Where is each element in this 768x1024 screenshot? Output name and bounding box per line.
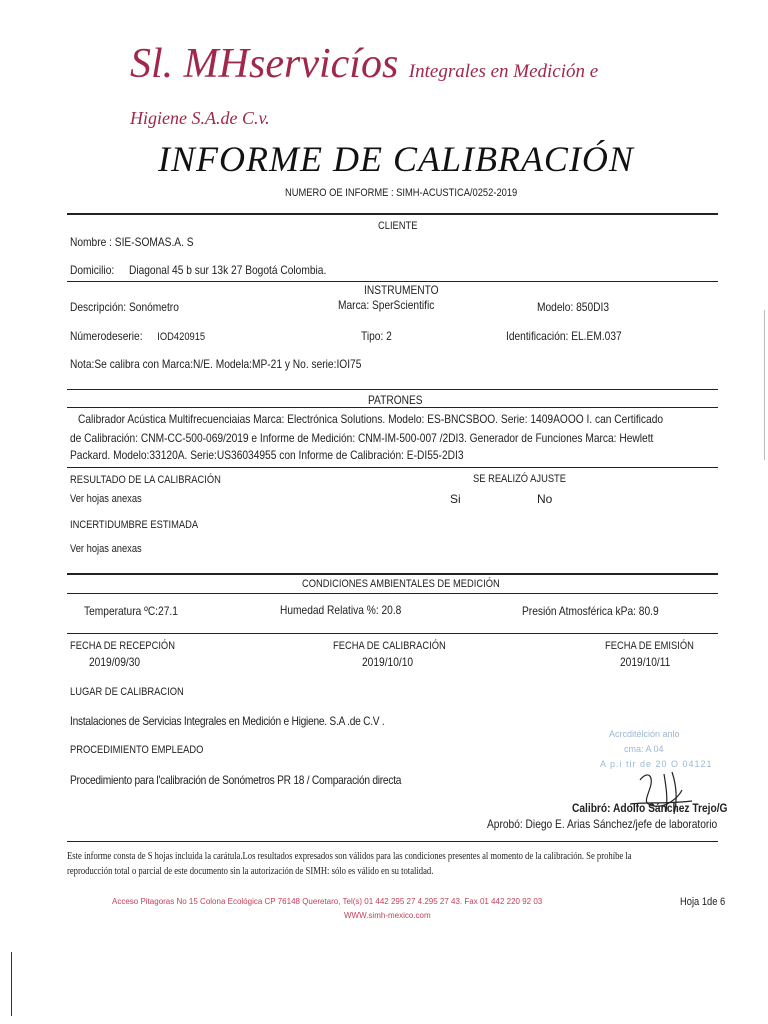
pressure-value: Presión Atmosférica kPa: 80.9 bbox=[522, 604, 659, 618]
issue-date-value: 2019/10/11 bbox=[620, 655, 671, 669]
legal-note-line1: Este informe consta de S hojas incluida la carátula.Los resultados expresados son válidos para las condiciones presentes al momento de la calibración. Se prohíbe la bbox=[67, 851, 632, 862]
conditions-heading: CONDICIONES AMBIENTALES DE MEDICIÓN bbox=[302, 578, 500, 590]
location-heading: LUGAR DE CALIBRACION bbox=[70, 686, 184, 698]
humidity-value: Humedad Relativa %: 20.8 bbox=[280, 603, 402, 617]
page-number: Hoja 1de 6 bbox=[680, 896, 726, 908]
uncertainty-value: Ver hojas anexas bbox=[70, 543, 142, 555]
company-name-line2: Higiene S.A.de C.v. bbox=[130, 108, 270, 128]
client-name-value: SIE-SOMAS.A. S bbox=[114, 235, 194, 249]
instrument-type: Tipo: 2 bbox=[361, 329, 392, 343]
adjustment-no: No bbox=[537, 492, 553, 506]
result-heading: RESULTADO DE LA CALIBRACIÓN bbox=[70, 474, 221, 486]
client-address-label: Domicilio: bbox=[70, 263, 115, 277]
calibration-date-label: FECHA DE CALIBRACIÓN bbox=[333, 640, 446, 652]
instrument-model: Modelo: 850DI3 bbox=[537, 300, 610, 314]
procedure-heading: PROCEDIMIENTO EMPLEADO bbox=[70, 744, 204, 756]
adjustment-yes: Si bbox=[450, 492, 461, 506]
temperature-value: Temperatura ºC:27.1 bbox=[84, 604, 178, 618]
instrument-serial-label: Númerodeserie: bbox=[70, 329, 143, 343]
company-name bbox=[130, 40, 598, 88]
edge-mark bbox=[764, 310, 765, 460]
report-number: NUMERO OE INFORME : SIMH-ACUSTICA/0252-2019 bbox=[285, 187, 518, 199]
instrument-serial-value: IOD420915 bbox=[157, 331, 206, 343]
edge-mark bbox=[11, 952, 12, 1016]
divider bbox=[67, 213, 718, 215]
standards-text-line1: Calibrador Acústica Multifrecuenciaias Marca: Electrónica Solutions. Modelo: ES-BNCSBOO. Serie: 1409AOOO I. can Certificado bbox=[78, 412, 664, 426]
page-title: INFORME DE CALIBRACIÓN bbox=[158, 139, 634, 179]
legal-note-line2: reproducción total o parcial de este documento sin la autorización de SIMH: sólo es válido en su totalidad. bbox=[67, 866, 434, 877]
section-heading-instrumento: INSTRUMENTO bbox=[364, 283, 439, 297]
divider bbox=[67, 593, 718, 594]
standards-text-line3: Packard. Modelo:33120A. Serie:US36034955 con Informe de Calibración: E-DI55-2DI3 bbox=[70, 448, 464, 462]
client-address-row bbox=[70, 263, 326, 277]
instrument-description-value: Sonómetro bbox=[128, 300, 179, 314]
accreditation-line1: Acrcditélción anlo bbox=[609, 729, 680, 739]
client-name-row bbox=[70, 235, 194, 249]
accreditation-line2: cma: A 04 bbox=[624, 744, 664, 754]
instrument-brand: Marca: SperScientific bbox=[338, 298, 435, 312]
section-heading-cliente: CLIENTE bbox=[378, 220, 418, 232]
section-heading-patrones: PATRONES bbox=[368, 393, 423, 407]
instrument-note: Nota:Se calibra con Marca:N/E. Modela:MP-21 y No. serie:IOI75 bbox=[70, 357, 362, 371]
company-name-tail: Integrales en Medición e bbox=[408, 61, 599, 82]
adjustment-heading: SE REALIZÓ AJUSTE bbox=[473, 473, 567, 485]
uncertainty-heading: INCERTIDUMBRE ESTIMADA bbox=[70, 519, 199, 531]
divider bbox=[67, 407, 718, 408]
footer-address: Acceso Pitagoras No 15 Colona Ecológica CP 76148 Queretaro, Tel(s) 01 442 295 27 4.295 27 43. Fax 01 442 220 92 03 bbox=[112, 897, 543, 906]
calibration-date-value: 2019/10/10 bbox=[362, 655, 414, 669]
divider bbox=[67, 841, 718, 842]
company-name-main: Sl. MHservicíos bbox=[130, 41, 399, 87]
divider bbox=[67, 281, 718, 282]
result-value: Ver hojas anexas bbox=[70, 493, 142, 505]
instrument-serial-row bbox=[70, 329, 205, 343]
client-address-value: Diagonal 45 b sur 13k 27 Bogotá Colombia. bbox=[128, 263, 327, 277]
accreditation-line3: A p.i tir de 20 O 04121 bbox=[600, 759, 713, 769]
divider bbox=[67, 573, 718, 575]
divider bbox=[67, 633, 718, 634]
standards-text-line2: de Calibración: CNM-CC-500-069/2019 e Informe de Medición: CNM-IM-500-007 /2DI3. Generador de Funciones Marca: Hewlett bbox=[70, 431, 654, 445]
approved-by: Aprobó: Diego E. Arias Sánchez/jefe de laboratorio bbox=[487, 817, 718, 831]
footer-website: WWW.simh-mexico.com bbox=[344, 911, 431, 920]
instrument-description-row bbox=[70, 300, 179, 314]
procedure-value: Procedimiento para l'calibración de Sonómetros PR 18 / Comparación directa bbox=[70, 773, 402, 787]
instrument-id: Identificación: EL.EM.037 bbox=[506, 329, 622, 343]
divider bbox=[67, 467, 718, 468]
divider bbox=[67, 389, 718, 390]
location-value: Instalaciones de Servicias Integrales en Medición e Higiene. S.A .de C.V . bbox=[70, 714, 385, 728]
reception-date-value: 2019/09/30 bbox=[89, 655, 141, 669]
reception-date-label: FECHA DE RECEPCIÓN bbox=[70, 640, 175, 652]
instrument-description-label: Descripción: bbox=[70, 300, 127, 314]
issue-date-label: FECHA DE EMISIÓN bbox=[605, 640, 694, 652]
client-name-label: Nombre : bbox=[70, 235, 112, 249]
calibrated-by: Calibró: Adolfo Sánchez Trejo/G bbox=[572, 801, 728, 815]
